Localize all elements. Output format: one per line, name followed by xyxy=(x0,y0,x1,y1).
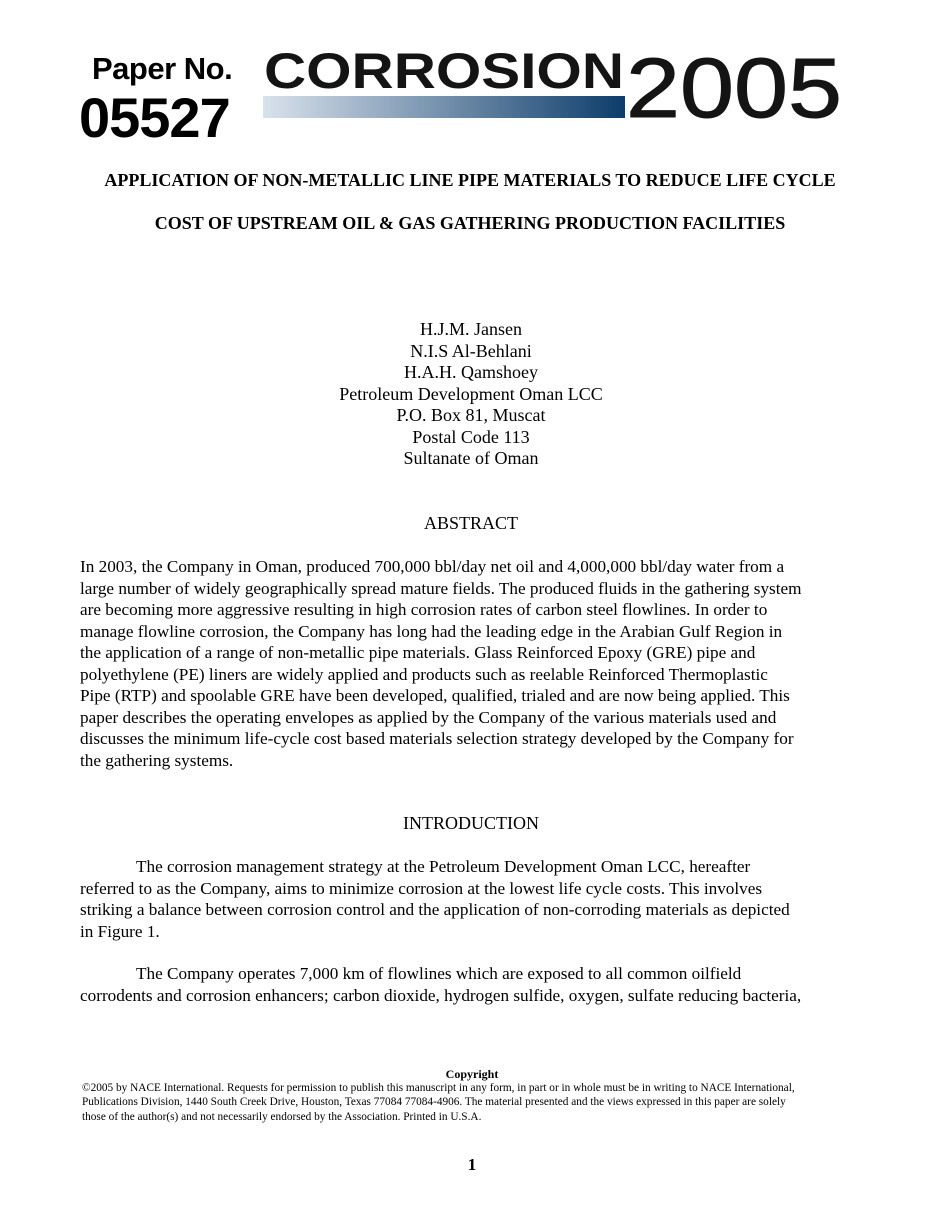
affiliation-postal-code: Postal Code 113 xyxy=(412,426,530,447)
introduction-heading: INTRODUCTION xyxy=(403,813,539,833)
introduction-line: corrodents and corrosion enhancers; carbon dioxide, hydrogen sulfide, oxygen, sulfate reducing bacteria, xyxy=(80,985,802,1005)
abstract-line: are becoming more aggressive resulting in high corrosion rates of carbon steel flowlines. In order to xyxy=(80,600,768,619)
introduction-line: in Figure 1. xyxy=(80,921,160,941)
affiliation-country: Sultanate of Oman xyxy=(403,448,539,468)
copyright-line: Publications Division, 1440 South Creek Drive, Houston, Texas 77084 77084-4906. The material presented and the views expressed in this paper are solely xyxy=(82,1096,786,1109)
paper-number-label: Paper No. xyxy=(92,51,233,86)
paper-title-line-1: APPLICATION OF NON-METALLIC LINE PIPE MATERIALS TO REDUCE LIFE CYCLE xyxy=(104,170,836,190)
corrosion-2005-logo xyxy=(260,44,850,124)
abstract-line: manage flowline corrosion, the Company has long had the leading edge in the Arabian Gulf Region in xyxy=(80,621,783,641)
abstract-paragraph xyxy=(80,556,880,771)
abstract-line: discusses the minimum life-cycle cost based materials selection strategy developed by the Company for xyxy=(80,729,794,748)
introduction-paragraph-1 xyxy=(80,856,880,942)
paper-number: 05527 xyxy=(79,86,230,149)
paper-title-line-2: COST OF UPSTREAM OIL & GAS GATHERING PRODUCTION FACILITIES xyxy=(154,213,786,233)
affiliation-organization: Petroleum Development Oman LCC xyxy=(339,383,603,404)
abstract-line: In 2003, the Company in Oman, produced 700,000 bbl/day net oil and 4,000,000 bbl/day water from a xyxy=(80,557,785,576)
logo-year: 2005 xyxy=(626,44,842,124)
introduction-line: The Company operates 7,000 km of flowlines which are exposed to all common oilfield xyxy=(136,964,742,983)
copyright-title: Copyright xyxy=(445,1067,499,1081)
abstract-heading: ABSTRACT xyxy=(423,513,519,533)
copyright-line: those of the author(s) and not necessarily endorsed by the Association. Printed in U.S.A. xyxy=(82,1110,482,1123)
introduction-paragraph-2 xyxy=(80,963,880,1006)
copyright-notice xyxy=(82,1081,872,1124)
author-name: H.J.M. Jansen xyxy=(420,319,522,339)
affiliation-address: P.O. Box 81, Muscat xyxy=(396,405,546,425)
abstract-line: Pipe (RTP) and spoolable GRE have been developed, qualified, trialed and are now being applied. This xyxy=(80,686,790,705)
abstract-line: polyethylene (PE) liners are widely applied and products such as reelable Reinforced Thermoplastic xyxy=(80,664,768,684)
author-name: H.A.H. Qamshoey xyxy=(404,362,538,382)
logo-word: CORROSION xyxy=(264,44,624,99)
logo-gradient-bar xyxy=(263,96,625,118)
abstract-line: paper describes the operating envelopes as applied by the Company of the various materials used and xyxy=(80,707,777,727)
paper-header xyxy=(0,0,950,150)
author-block xyxy=(260,319,682,470)
abstract-line: large number of widely geographically spread mature fields. The produced fluids in the gathering system xyxy=(80,578,802,598)
abstract-line: the application of a range of non-metallic pipe materials. Glass Reinforced Epoxy (GRE) pipe and xyxy=(80,643,756,662)
page-number: 1 xyxy=(467,1155,477,1174)
abstract-line: the gathering systems. xyxy=(80,750,234,770)
copyright-line: ©2005 by NACE International. Requests for permission to publish this manuscript in any form, in part or in whole must be in writing to NACE International, xyxy=(82,1082,795,1094)
introduction-line: striking a balance between corrosion control and the application of non-corroding materials as depicted xyxy=(80,900,790,919)
introduction-line: referred to as the Company, aims to minimize corrosion at the lowest life cycle costs. This involves xyxy=(80,878,763,898)
introduction-line: The corrosion management strategy at the Petroleum Development Oman LCC, hereafter xyxy=(136,857,751,876)
author-name: N.I.S Al-Behlani xyxy=(410,340,532,361)
